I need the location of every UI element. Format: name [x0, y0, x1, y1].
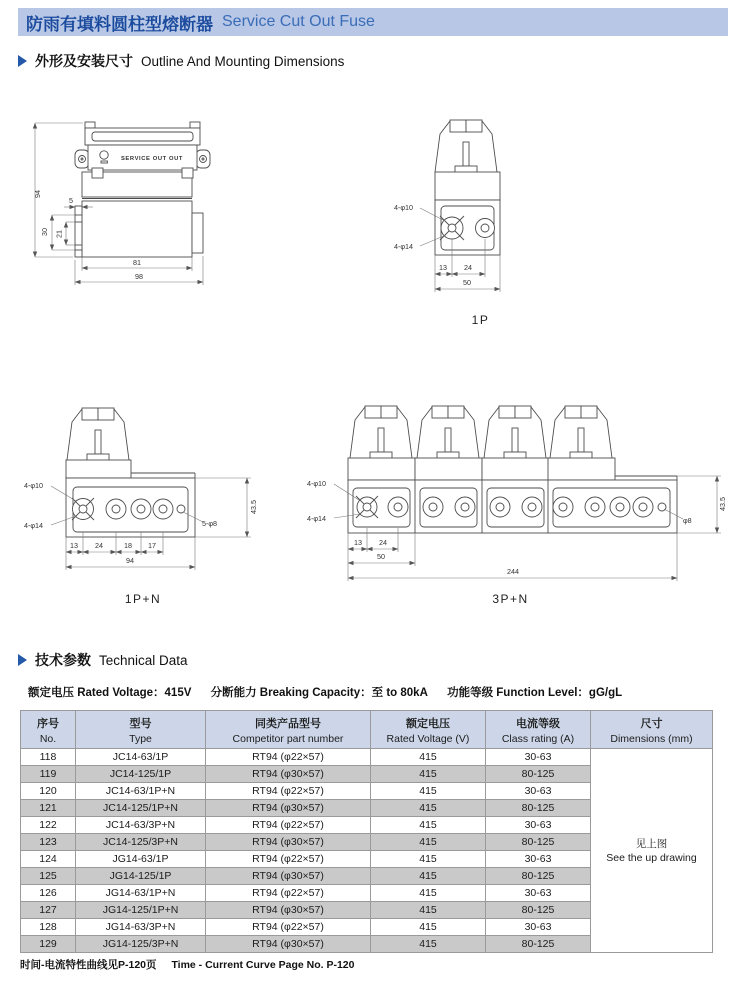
caption-1p-n: 1P+N [124, 592, 162, 606]
dim-13: 13 [439, 263, 447, 272]
dim-4phi10: 4-φ10 [307, 479, 327, 488]
cell-class-rating: 80-125 [486, 766, 591, 783]
cell-class-rating: 30-63 [486, 749, 591, 766]
cell-no: 118 [21, 749, 76, 766]
table-body [21, 749, 713, 953]
cell-class-rating: 80-125 [486, 834, 591, 851]
dim-94: 94 [126, 556, 134, 565]
cell-type: JG14-63/3P+N [76, 919, 206, 936]
dim-4phi14: 4-φ14 [24, 521, 44, 530]
dim-24: 24 [464, 263, 472, 272]
table-row [21, 749, 713, 766]
dim-5phi8: 5-φ8 [202, 519, 218, 528]
cell-competitor: RT94 (φ22×57) [206, 817, 371, 834]
cell-voltage: 415 [371, 885, 486, 902]
cell-class-rating: 80-125 [486, 800, 591, 817]
dim-21: 21 [54, 230, 64, 238]
header-type: 型号 Type [76, 711, 206, 749]
dim-17: 17 [148, 541, 156, 550]
section-technical-zh: 技术参数 [35, 652, 91, 668]
cell-type: JG14-63/1P+N [76, 885, 206, 902]
outline-drawing-1p-n [18, 400, 268, 580]
dim-43-5: 43.5 [249, 500, 258, 514]
page-title-en: Service Cut Out Fuse [222, 13, 375, 30]
technical-data-table [20, 710, 713, 953]
dim-phi8: φ8 [683, 516, 692, 525]
nameplate-text: SERVICE OUT OUT [120, 156, 184, 162]
cell-class-rating: 30-63 [486, 851, 591, 868]
header-competitor: 同类产品型号 Competitor part number [206, 711, 371, 749]
cell-voltage: 415 [371, 851, 486, 868]
cell-no: 128 [21, 919, 76, 936]
cell-class-rating: 30-63 [486, 919, 591, 936]
time-current-curve-note [20, 957, 366, 972]
cell-competitor: RT94 (φ22×57) [206, 783, 371, 800]
cell-competitor: RT94 (φ22×57) [206, 851, 371, 868]
dim-50: 50 [377, 552, 385, 561]
cell-class-rating: 30-63 [486, 783, 591, 800]
dim-4phi10: 4-φ10 [394, 203, 414, 212]
cell-voltage: 415 [371, 783, 486, 800]
dim-94: 94 [33, 190, 42, 198]
cell-voltage: 415 [371, 902, 486, 919]
cell-competitor: RT94 (φ30×57) [206, 868, 371, 885]
cell-no: 126 [21, 885, 76, 902]
outline-drawing-3p-n [293, 396, 728, 584]
table-header-row [21, 711, 713, 749]
cell-competitor: RT94 (φ22×57) [206, 749, 371, 766]
cell-class-rating: 80-125 [486, 868, 591, 885]
cell-voltage: 415 [371, 868, 486, 885]
cell-no: 119 [21, 766, 76, 783]
cell-class-rating: 80-125 [486, 902, 591, 919]
dim-4phi14: 4-φ14 [394, 242, 414, 251]
cell-voltage: 415 [371, 936, 486, 953]
cell-competitor: RT94 (φ30×57) [206, 800, 371, 817]
cell-competitor: RT94 (φ22×57) [206, 885, 371, 902]
cell-no: 125 [21, 868, 76, 885]
header-voltage: 额定电压 Rated Voltage (V) [371, 711, 486, 749]
dim-24: 24 [379, 538, 387, 547]
cell-competitor: RT94 (φ30×57) [206, 936, 371, 953]
cell-type: JC14-125/1P [76, 766, 206, 783]
cell-voltage: 415 [371, 817, 486, 834]
dim-18: 18 [124, 541, 132, 550]
triangle-bullet-icon [18, 55, 27, 67]
cell-no: 127 [21, 902, 76, 919]
cell-no: 124 [21, 851, 76, 868]
dim-13: 13 [354, 538, 362, 547]
cell-no: 123 [21, 834, 76, 851]
cell-type: JC14-63/1P [76, 749, 206, 766]
triangle-bullet-icon [18, 654, 27, 666]
dimensions-note-cell: 见上图 See the up drawing [591, 749, 713, 953]
cell-competitor: RT94 (φ22×57) [206, 919, 371, 936]
cell-no: 121 [21, 800, 76, 817]
outline-drawing-front-view [30, 110, 210, 290]
cell-type: JG14-125/1P+N [76, 902, 206, 919]
cell-type: JC14-63/1P+N [76, 783, 206, 800]
dim-50: 50 [463, 278, 471, 287]
cell-no: 129 [21, 936, 76, 953]
function-level-spec: 功能等级 Function Level：gG/gL [447, 687, 623, 699]
cell-voltage: 415 [371, 800, 486, 817]
section-technical-en: Technical Data [99, 652, 188, 668]
cell-competitor: RT94 (φ30×57) [206, 766, 371, 783]
cell-type: JG14-125/3P+N [76, 936, 206, 953]
cell-no: 122 [21, 817, 76, 834]
dim-24: 24 [95, 541, 103, 550]
cell-voltage: 415 [371, 749, 486, 766]
cell-type: JG14-63/1P [76, 851, 206, 868]
section-technical-heading [18, 650, 188, 670]
cell-type: JG14-125/1P [76, 868, 206, 885]
ratings-summary-line [28, 684, 638, 700]
cell-type: JC14-125/3P+N [76, 834, 206, 851]
page-title-zh: 防雨有填料圆柱型熔断器 [26, 14, 213, 34]
dim-81: 81 [133, 258, 141, 267]
cell-class-rating: 80-125 [486, 936, 591, 953]
footer-zh: 时间-电流特性曲线见P-120页 [20, 959, 157, 971]
dim-5: 5 [69, 196, 73, 205]
cell-type: JC14-125/1P+N [76, 800, 206, 817]
cell-class-rating: 30-63 [486, 885, 591, 902]
dim-4phi14: 4-φ14 [307, 514, 327, 523]
header-class-rating: 电流等级 Class rating (A) [486, 711, 591, 749]
dim-4phi10: 4-φ10 [24, 481, 44, 490]
cell-competitor: RT94 (φ30×57) [206, 902, 371, 919]
footer-en: Time - Current Curve Page No. P-120 [171, 959, 355, 971]
section-outline-zh: 外形及安装尺寸 [35, 53, 133, 69]
cell-voltage: 415 [371, 834, 486, 851]
dim-43-5: 43.5 [718, 497, 727, 511]
cell-voltage: 415 [371, 766, 486, 783]
header-dimensions: 尺寸 Dimensions (mm) [591, 711, 713, 749]
breaking-capacity-spec: 分断能力 Breaking Capacity：至 to 80kA [210, 687, 428, 699]
section-outline-en: Outline And Mounting Dimensions [141, 53, 345, 69]
header-no: 序号 No. [21, 711, 76, 749]
caption-1p: 1P [471, 313, 490, 327]
dim-13: 13 [70, 541, 78, 550]
cell-class-rating: 30-63 [486, 817, 591, 834]
title-banner [18, 8, 728, 36]
dim-98: 98 [135, 272, 143, 281]
dim-30: 30 [40, 228, 49, 236]
dim-244: 244 [507, 567, 519, 576]
cell-no: 120 [21, 783, 76, 800]
brand-logo-icon [100, 151, 108, 163]
caption-3p-n: 3P+N [492, 592, 529, 606]
section-outline-heading [18, 51, 344, 71]
outline-drawing-1p [393, 108, 568, 303]
cell-type: JC14-63/3P+N [76, 817, 206, 834]
rated-voltage-spec: 额定电压 Rated Voltage：415V [28, 687, 192, 699]
cell-competitor: RT94 (φ30×57) [206, 834, 371, 851]
cell-voltage: 415 [371, 919, 486, 936]
